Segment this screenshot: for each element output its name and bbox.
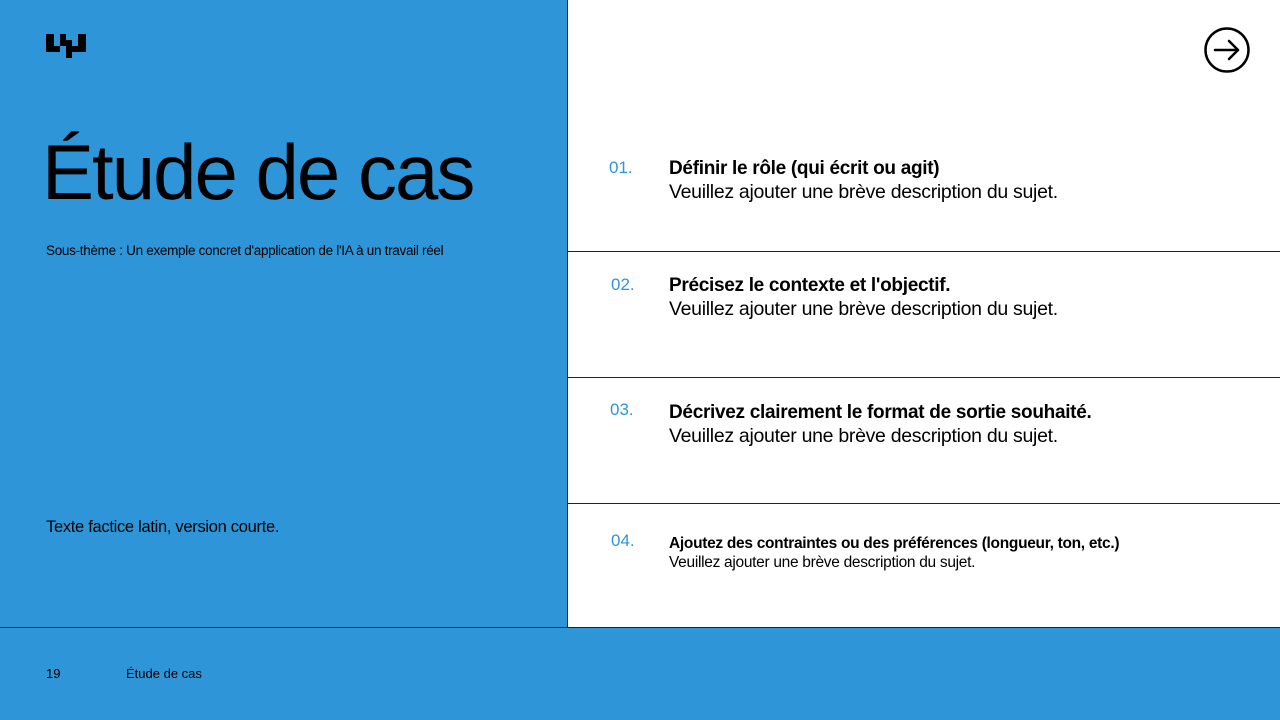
short-text: Texte factice latin, version courte. (46, 518, 280, 536)
item-divider (568, 377, 1280, 378)
page-subtitle: Sous-thème : Un exemple concret d'application de l'IA à un travail réel (46, 243, 444, 258)
item-heading: Décrivez clairement le format de sortie souhaité. (669, 402, 1092, 423)
item-heading: Précisez le contexte et l'objectif. (669, 275, 951, 296)
item-number: 03. (610, 400, 634, 419)
footer (0, 627, 1280, 720)
arrow-right-circle-icon[interactable] (1204, 27, 1250, 73)
list-item (568, 267, 1280, 367)
item-description: Veuillez ajouter une brève description du sujet. (669, 181, 1058, 203)
page-number: 19 (46, 666, 61, 681)
item-divider (568, 251, 1280, 252)
item-description: Veuillez ajouter une brève description du sujet. (669, 554, 976, 571)
item-divider (568, 503, 1280, 504)
footer-title: Étude de cas (126, 666, 202, 681)
brand-logo-icon (46, 34, 90, 60)
list-item (568, 150, 1280, 250)
list-item (568, 394, 1280, 494)
item-number: 02. (611, 275, 635, 294)
item-heading: Définir le rôle (qui écrit ou agit) (669, 158, 940, 179)
left-panel (0, 0, 568, 627)
item-number: 01. (609, 158, 633, 177)
page-title: Étude de cas (42, 128, 474, 216)
item-number: 04. (611, 531, 635, 550)
item-heading: Ajoutez des contraintes ou des préférences (longueur, ton, etc.) (669, 535, 1120, 552)
list-item (568, 525, 1280, 615)
item-description: Veuillez ajouter une brève description du sujet. (669, 425, 1058, 447)
item-description: Veuillez ajouter une brève description du sujet. (669, 298, 1058, 320)
